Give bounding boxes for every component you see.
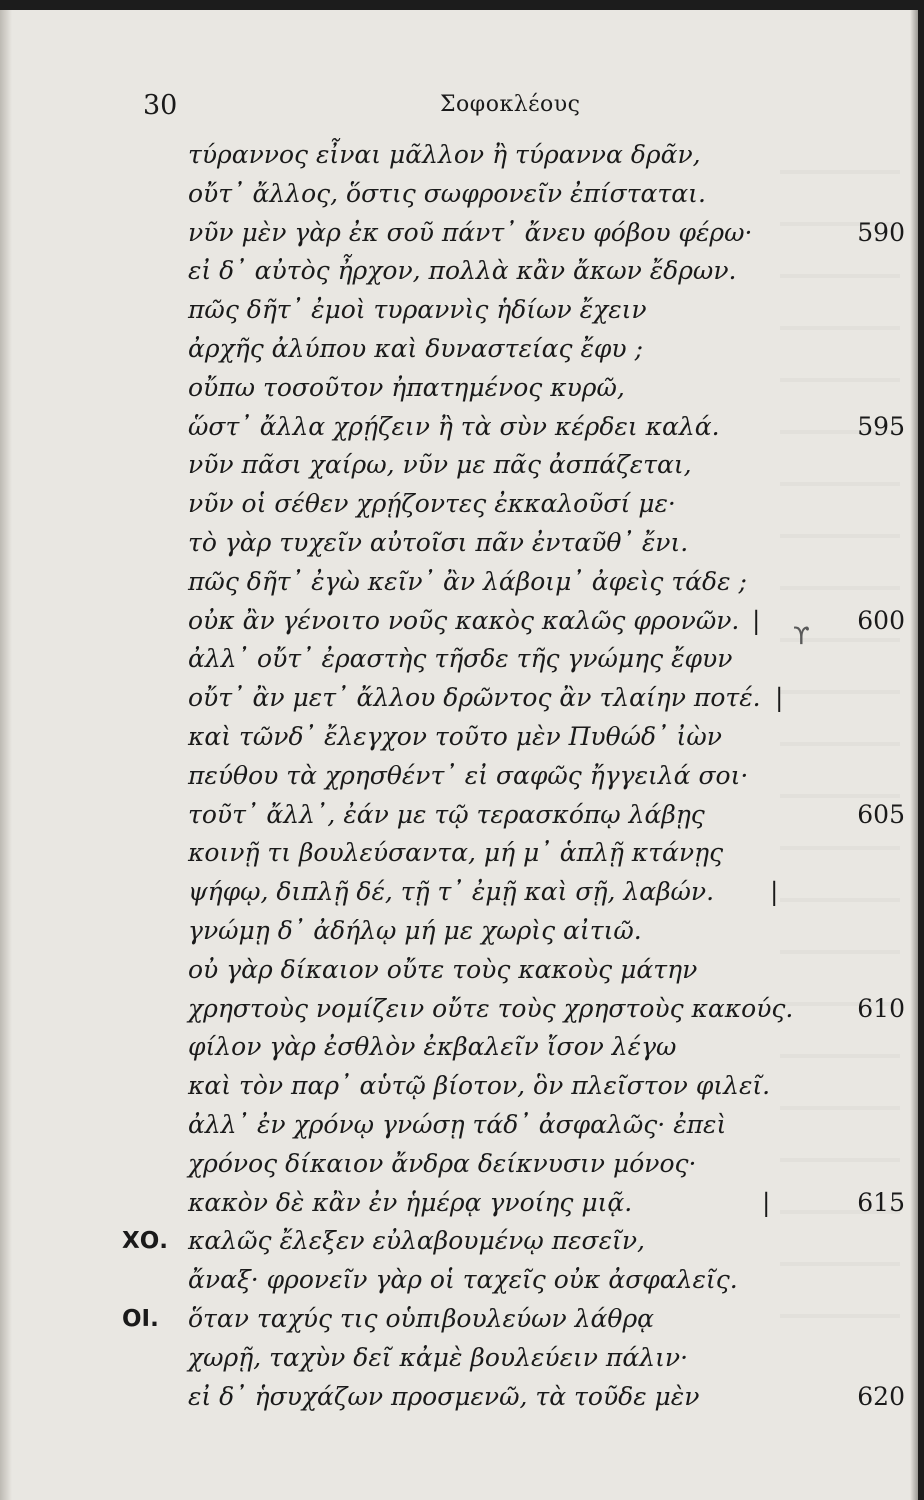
verse-text: τὸ γὰρ τυχεῖν αὐτοῖσι πᾶν ἐνταῦθ᾽ ἔνι.	[188, 528, 689, 557]
verse-line	[0, 989, 918, 1029]
verse-text: νῦν πᾶσι χαίρω, νῦν με πᾶς ἀσπάζεται,	[188, 450, 692, 480]
verse-line	[0, 639, 918, 679]
verse-line	[0, 174, 918, 214]
verse-text: οὐκ ἂν γένοιτο νοῦς κακὸς καλῶς φρονῶν.	[188, 605, 740, 635]
speaker-label: ΟΙ.	[122, 1306, 159, 1332]
verse-line	[0, 251, 918, 291]
verse-text: χρηστοὺς νομίζειν οὔτε τοὺς χρηστοὺς κακούς.	[188, 993, 794, 1023]
verse-line	[0, 678, 918, 718]
verse-text: οὔπω τοσοῦτον ἠπατημένος κυρῶ,	[188, 372, 625, 402]
pencil-bar-mark: |	[770, 877, 779, 907]
verse-line	[0, 795, 918, 835]
verse-text: κοινῇ τι βουλεύσαντα, μή μ᾽ ἁπλῇ κτάνῃς	[188, 838, 724, 868]
verse-text: πῶς δῆτ᾽ ἐγὼ κεῖν᾽ ἂν λάβοιμ᾽ ἀφεὶς τάδε ;	[188, 566, 747, 596]
verse-line	[0, 1260, 918, 1300]
line-number: 610	[857, 993, 905, 1023]
verse-text: καλῶς ἔλεξεν εὐλαβουμένῳ πεσεῖν,	[188, 1226, 645, 1256]
verse-text: ἀλλ᾽ οὔτ᾽ ἐραστὴς τῆσδε τῆς γνώμης ἔφυν	[188, 644, 733, 674]
running-head: Σοφοκλέους	[440, 92, 581, 117]
verse-line	[0, 872, 918, 912]
verse-text: οὔτ᾽ ἄλλος, ὅστις σωφρονεῖν ἐπίσταται.	[188, 178, 706, 208]
verse-text: καὶ τῶνδ᾽ ἔλεγχον τοῦτο μὲν Πυθώδ᾽ ἰὼν	[188, 722, 722, 751]
page-number: 30	[143, 90, 178, 121]
verse-line	[0, 329, 918, 369]
line-number: 590	[857, 217, 905, 247]
verse-line	[0, 1066, 918, 1106]
verse-line	[0, 756, 918, 796]
verse-line	[0, 601, 918, 641]
verse-text: ὥστ᾽ ἄλλα χρῄζειν ἢ τὰ σὺν κέρδει καλά.	[188, 411, 720, 441]
verse-text: ἀρχῆς ἀλύπου καὶ δυναστείας ἔφυ ;	[188, 334, 643, 363]
verse-line	[0, 445, 918, 485]
verse-text: οὐ γὰρ δίκαιον οὔτε τοὺς κακοὺς μάτην	[188, 954, 698, 984]
verse-text: ψήφῳ, διπλῇ δέ, τῇ τ᾽ ἐμῇ καὶ σῇ, λαβών.	[188, 877, 715, 907]
verse-line	[0, 1105, 918, 1145]
line-number: 605	[857, 799, 905, 829]
verse-text: οὔτ᾽ ἂν μετ᾽ ἄλλου δρῶντος ἂν τλαίην ποτέ.	[188, 683, 761, 713]
verse-line	[0, 1299, 918, 1339]
verse-line	[0, 1027, 918, 1067]
verse-line	[0, 1377, 918, 1417]
verse-line	[0, 950, 918, 990]
verse-text: τοῦτ᾽ ἄλλ᾽, ἐάν με τῷ τερασκόπῳ λάβῃς	[188, 799, 705, 829]
verse-line	[0, 484, 918, 524]
verse-line	[0, 290, 918, 330]
verse-line	[0, 523, 918, 563]
pencil-bar-mark: |	[752, 605, 761, 635]
verse-text: ἀλλ᾽ ἐν χρόνῳ γνώσῃ τάδ᾽ ἀσφαλῶς· ἐπεὶ	[188, 1110, 727, 1139]
verse-text: ὅταν ταχύς τις οὑπιβουλεύων λάθρᾳ	[188, 1304, 655, 1333]
verse-text: εἰ δ᾽ αὐτὸς ἦρχον, πολλὰ κἂν ἄκων ἔδρων.	[188, 256, 737, 286]
line-number: 615	[857, 1187, 905, 1217]
verse-text: νῦν οἱ σέθεν χρῄζοντες ἐκκαλοῦσί με·	[188, 489, 676, 519]
speaker-label: ΧΟ.	[122, 1228, 169, 1255]
verse-line	[0, 1183, 918, 1223]
verse-line	[0, 1221, 918, 1261]
line-number: 595	[857, 411, 905, 441]
pencil-annotation: ϒ	[793, 622, 810, 650]
verse-text: εἰ δ᾽ ἡσυχάζων προσμενῶ, τὰ τοῦδε μὲν	[188, 1381, 700, 1411]
line-number: 620	[857, 1381, 905, 1411]
verse-text: φίλον γὰρ ἐσθλὸν ἐκβαλεῖν ἴσον λέγω	[188, 1032, 677, 1062]
verse-text: τύραννος εἶναι μᾶλλον ἢ τύραννα δρᾶν,	[188, 140, 701, 169]
verse-line	[0, 833, 918, 873]
pencil-bar-mark: |	[775, 683, 784, 713]
verse-text: κακὸν δὲ κἂν ἐν ἡμέρᾳ γνοίης μιᾷ.	[188, 1187, 633, 1217]
verse-line	[0, 1338, 918, 1378]
verse-line	[0, 911, 918, 951]
verse-line	[0, 562, 918, 602]
verse-line	[0, 717, 918, 757]
verse-line	[0, 135, 918, 175]
verse-line	[0, 407, 918, 447]
book-page	[0, 10, 918, 1500]
pencil-bar-mark: |	[762, 1187, 771, 1217]
verse-line	[0, 1144, 918, 1184]
verse-text: ἄναξ· φρονεῖν γὰρ οἱ ταχεῖς οὐκ ἀσφαλεῖς.	[188, 1265, 738, 1295]
verse-text: νῦν μὲν γὰρ ἐκ σοῦ πάντ᾽ ἄνευ φόβου φέρω·	[188, 217, 753, 247]
line-number: 600	[857, 605, 905, 635]
verse-text: γνώμῃ δ᾽ ἀδήλῳ μή με χωρὶς αἰτιῶ.	[188, 916, 642, 945]
verse-text: χρόνος δίκαιον ἄνδρα δείκνυσιν μόνος·	[188, 1148, 697, 1178]
verse-text: καὶ τὸν παρ᾽ αὑτῷ βίοτον, ὃν πλεῖστον φιλεῖ.	[188, 1071, 771, 1101]
verse-text: πεύθου τὰ χρησθέντ᾽ εἰ σαφῶς ἤγγειλά σοι·	[188, 760, 749, 790]
verse-text: χωρῇ, ταχὺν δεῖ κἀμὲ βουλεύειν πάλιν·	[188, 1342, 689, 1372]
verse-line	[0, 213, 918, 253]
verse-text: πῶς δῆτ᾽ ἐμοὶ τυραννὶς ἡδίων ἔχειν	[188, 295, 647, 325]
verse-line	[0, 368, 918, 408]
